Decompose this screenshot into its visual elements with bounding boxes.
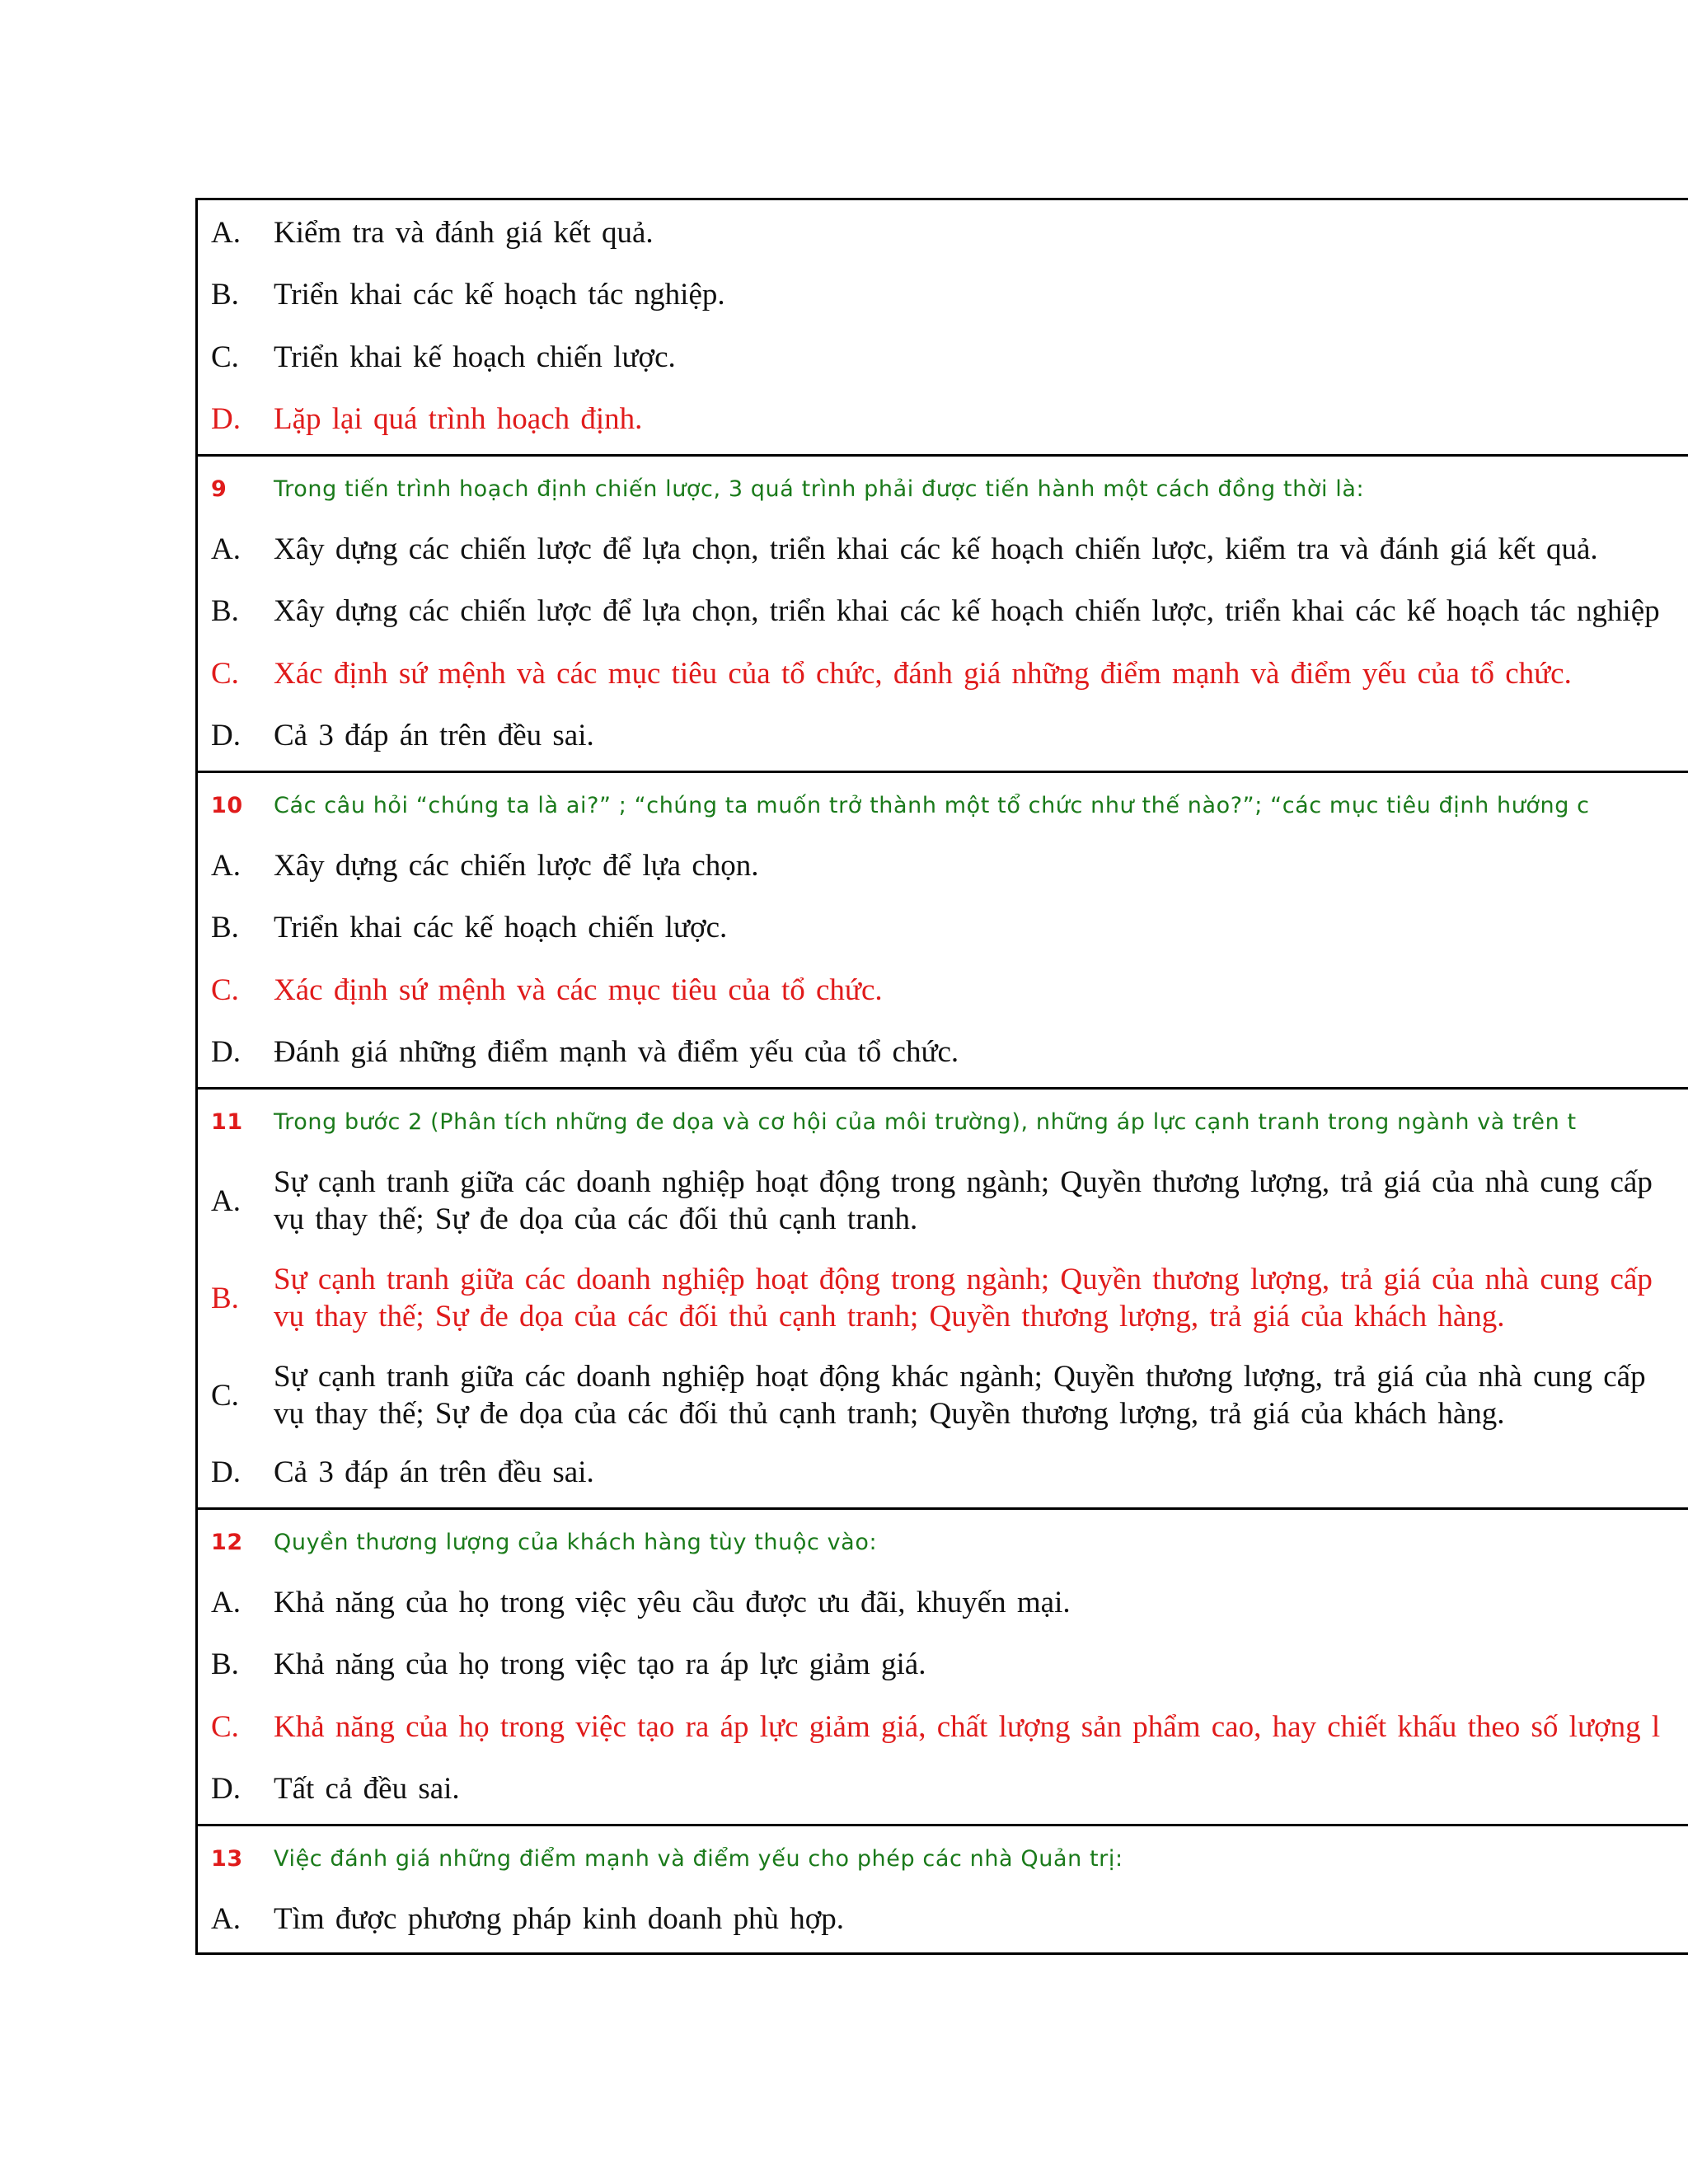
option-letter: D. <box>211 719 241 752</box>
option-letter: A. <box>211 216 241 250</box>
row-divider <box>198 771 1688 773</box>
option-text: Kiểm tra và đánh giá kết quả. <box>274 216 654 250</box>
row-divider <box>198 454 1688 457</box>
option-letter: A. <box>211 1184 241 1218</box>
question-text: Các câu hỏi “chúng ta là ai?” ; “chúng ta muốn trở thành một tổ chức như thế nào?”; “các mục tiêu định hướng c <box>274 793 1590 818</box>
option-text: Triển khai kế hoạch chiến lược. <box>274 340 676 374</box>
option-letter: D. <box>211 1035 241 1069</box>
question-text: Trong tiến trình hoạch định chiến lược, 3 quá trình phải được tiến hành một cách đồng thời là: <box>274 476 1365 502</box>
question-number: 13 <box>211 1846 243 1872</box>
option-letter: A. <box>211 1902 241 1936</box>
option-letter: A. <box>211 532 241 566</box>
option-text: Khả năng của họ trong việc yêu cầu được ưu đãi, khuyến mại. <box>274 1586 1071 1619</box>
option-text-line1: Sự cạnh tranh giữa các doanh nghiệp hoạt động khác ngành; Quyền thương lượng, trả giá của nhà cung cấp <box>274 1360 1646 1394</box>
option-text: Xác định sứ mệnh và các mục tiêu của tổ chức, đánh giá những điểm mạnh và điểm yếu của tổ chức. <box>274 657 1572 691</box>
question-number: 9 <box>211 476 227 502</box>
option-text-line2: vụ thay thế; Sự đe dọa của các đối thủ cạnh tranh; Quyền thương lượng, trả giá của khách hàng. <box>274 1397 1505 1431</box>
question-text: Quyền thương lượng của khách hàng tùy thuộc vào: <box>274 1530 878 1555</box>
option-text: Xây dựng các chiến lược để lựa chọn, triển khai các kế hoạch chiến lược, triển khai các kế hoạch tác nghiệp <box>274 594 1660 628</box>
option-text: Đánh giá những điểm mạnh và điểm yếu của tổ chức. <box>274 1035 959 1069</box>
option-text: Xác định sứ mệnh và các mục tiêu của tổ chức. <box>274 973 883 1007</box>
option-letter: D. <box>211 402 241 436</box>
option-letter: B. <box>211 1282 239 1315</box>
option-letter: A. <box>211 849 241 883</box>
option-text: Cả 3 đáp án trên đều sai. <box>274 1455 594 1489</box>
option-letter: C. <box>211 340 239 374</box>
option-letter: B. <box>211 278 239 312</box>
question-table <box>195 198 1688 1955</box>
option-letter: C. <box>211 1710 239 1744</box>
row-divider <box>198 1824 1688 1826</box>
option-letter: A. <box>211 1586 241 1619</box>
question-text: Trong bước 2 (Phân tích những đe dọa và cơ hội của môi trường), những áp lực cạnh tranh trong ngành và trên t <box>274 1109 1577 1135</box>
row-divider <box>198 1507 1688 1510</box>
question-number: 10 <box>211 793 243 818</box>
option-letter: B. <box>211 1647 239 1681</box>
option-letter: C. <box>211 1379 239 1413</box>
option-letter: C. <box>211 973 239 1007</box>
option-text: Triển khai các kế hoạch chiến lược. <box>274 911 728 944</box>
option-text: Cả 3 đáp án trên đều sai. <box>274 719 594 752</box>
row-divider <box>198 1087 1688 1090</box>
option-text: Xây dựng các chiến lược để lựa chọn, triển khai các kế hoạch chiến lược, kiểm tra và đánh giá kết quả. <box>274 532 1598 566</box>
option-letter: C. <box>211 657 239 691</box>
option-text-line2: vụ thay thế; Sự đe dọa của các đối thủ cạnh tranh. <box>274 1202 918 1236</box>
option-letter: D. <box>211 1772 241 1806</box>
option-letter: B. <box>211 911 239 944</box>
question-number: 12 <box>211 1530 243 1555</box>
option-text-line1: Sự cạnh tranh giữa các doanh nghiệp hoạt động trong ngành; Quyền thương lượng, trả giá của nhà cung cấp <box>274 1165 1653 1199</box>
option-text: Tìm được phương pháp kinh doanh phù hợp. <box>274 1902 845 1936</box>
option-text: Triển khai các kế hoạch tác nghiệp. <box>274 278 725 312</box>
option-letter: B. <box>211 594 239 628</box>
option-text-line1: Sự cạnh tranh giữa các doanh nghiệp hoạt động trong ngành; Quyền thương lượng, trả giá của nhà cung cấp <box>274 1263 1653 1296</box>
option-text-line2: vụ thay thế; Sự đe dọa của các đối thủ cạnh tranh; Quyền thương lượng, trả giá của khách hàng. <box>274 1300 1505 1333</box>
option-text: Lặp lại quá trình hoạch định. <box>274 402 643 436</box>
option-letter: D. <box>211 1455 241 1489</box>
option-text: Khả năng của họ trong việc tạo ra áp lực giảm giá, chất lượng sản phẩm cao, hay chiết khấu theo số lượng l <box>274 1710 1661 1744</box>
question-number: 11 <box>211 1109 243 1135</box>
option-text: Tất cả đều sai. <box>274 1772 460 1806</box>
option-text: Khả năng của họ trong việc tạo ra áp lực giảm giá. <box>274 1647 926 1681</box>
question-text: Việc đánh giá những điểm mạnh và điểm yếu cho phép các nhà Quản trị: <box>274 1846 1123 1872</box>
option-text: Xây dựng các chiến lược để lựa chọn. <box>274 849 759 883</box>
